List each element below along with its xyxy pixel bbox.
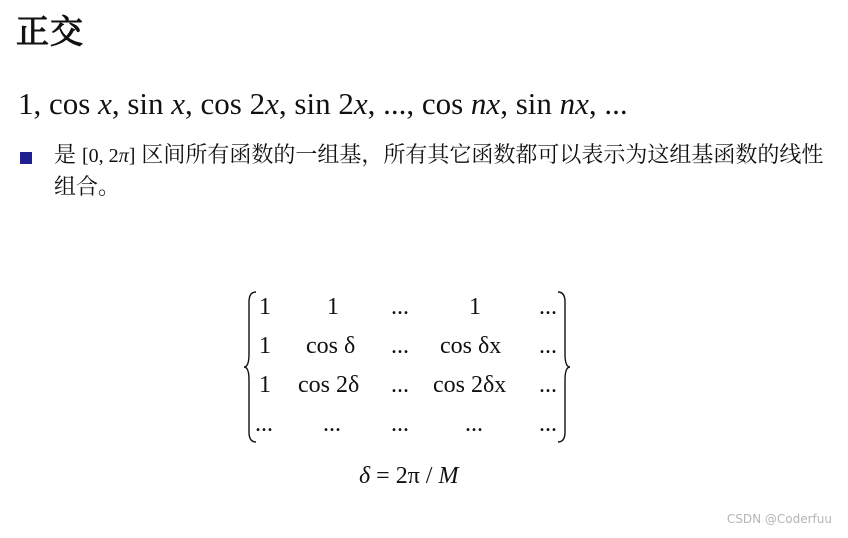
series-text: , ... bbox=[588, 86, 628, 121]
bullet-prefix: 是 bbox=[54, 143, 77, 168]
matrix-cell: ... bbox=[391, 372, 409, 398]
series-text: , sin bbox=[111, 86, 172, 121]
interval-notation bbox=[82, 145, 135, 167]
basis-matrix bbox=[243, 290, 571, 444]
basis-series bbox=[18, 86, 628, 122]
delta-rest: = 2π / bbox=[370, 463, 439, 489]
interval-pi: π bbox=[118, 145, 129, 167]
matrix-cell: ... bbox=[323, 411, 341, 437]
matrix-cell: ... bbox=[539, 294, 557, 320]
matrix-cell: ... bbox=[539, 411, 557, 437]
matrix-cell: 1 bbox=[259, 333, 271, 359]
series-text: , sin bbox=[500, 86, 560, 121]
interval-close: ] bbox=[128, 145, 136, 167]
square-bullet-icon bbox=[20, 152, 32, 164]
matrix-cell: ... bbox=[391, 411, 409, 437]
bullet-text bbox=[54, 140, 838, 204]
matrix-cell: 1 bbox=[259, 372, 271, 398]
series-text: 1, cos bbox=[18, 86, 99, 121]
series-var: x bbox=[353, 86, 368, 121]
series-text: , cos 2 bbox=[185, 86, 266, 121]
matrix-cell: cos 2δ bbox=[298, 372, 360, 398]
bullet-suffix: 区间所有函数的一组基，所有其它函数都可以表示为这组基函数的线性组合。 bbox=[54, 143, 824, 200]
series-var: nx bbox=[470, 86, 501, 121]
series-var: nx bbox=[559, 86, 589, 121]
matrix-cell: ... bbox=[391, 333, 409, 359]
bullet-item bbox=[18, 140, 838, 204]
delta-symbol: δ bbox=[359, 463, 371, 489]
series-text: , ..., cos bbox=[367, 86, 471, 121]
matrix-cell: cos δx bbox=[440, 333, 502, 359]
right-brace-icon bbox=[557, 290, 571, 444]
matrix-cell: 1 bbox=[327, 294, 339, 320]
interval-open: [0, 2 bbox=[82, 145, 119, 167]
series-var: x bbox=[171, 86, 186, 121]
matrix-cell: ... bbox=[539, 333, 557, 359]
matrix-cell: ... bbox=[391, 294, 409, 320]
matrix-cell: ... bbox=[465, 411, 483, 437]
series-text: , sin 2 bbox=[278, 86, 354, 121]
series-var: x bbox=[98, 86, 112, 121]
page-title: 正交 bbox=[16, 12, 84, 51]
delta-definition bbox=[359, 463, 458, 490]
matrix-cell: ... bbox=[255, 411, 273, 437]
matrix-cell: ... bbox=[539, 372, 557, 398]
matrix-cell: cos δ bbox=[306, 333, 356, 359]
matrix-cell: 1 bbox=[259, 294, 271, 320]
watermark: CSDN @Coderfuu bbox=[726, 512, 832, 526]
delta-M: M bbox=[438, 463, 459, 489]
series-var: x bbox=[265, 86, 279, 121]
matrix-cell: 1 bbox=[469, 294, 481, 320]
matrix-cell: cos 2δx bbox=[433, 372, 507, 398]
